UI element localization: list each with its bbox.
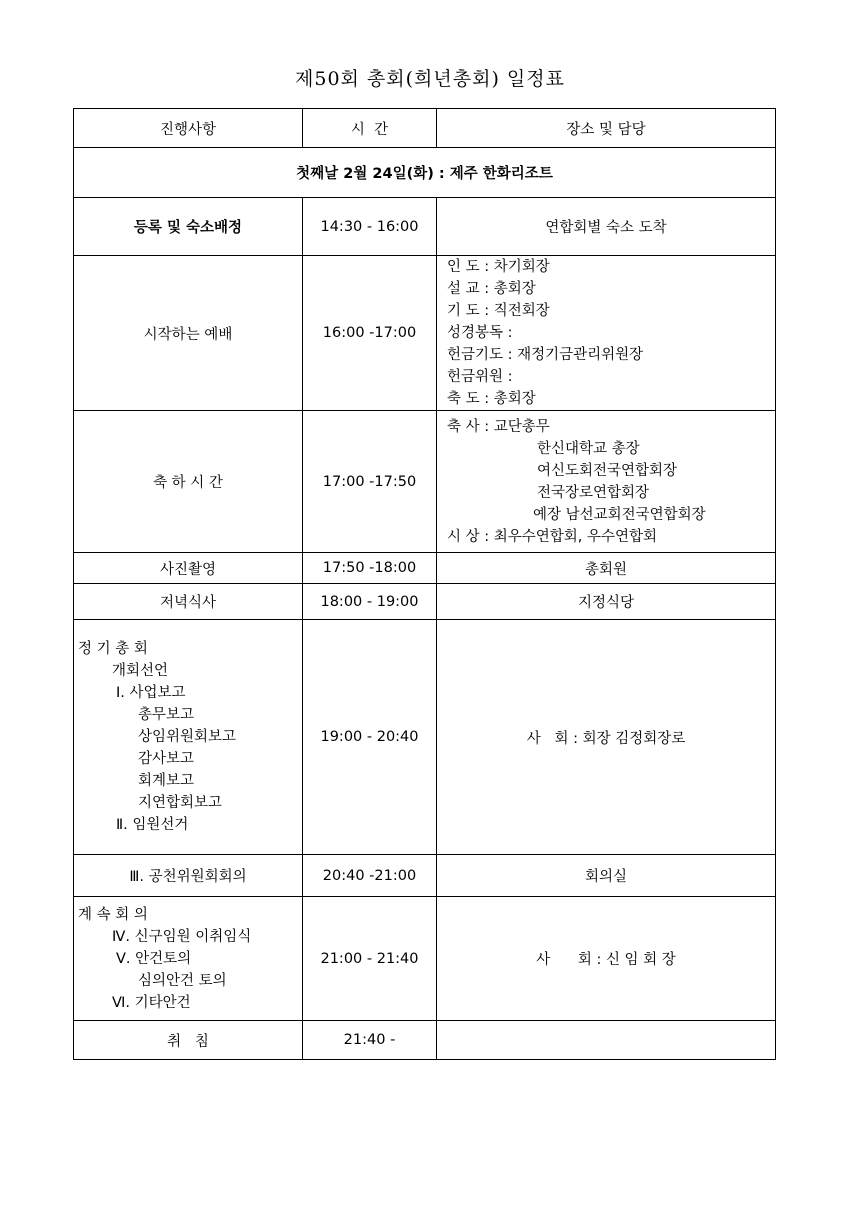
day-banner-row [74,148,776,198]
dinner-item: 저녁식사 [74,584,303,620]
bedtime-place [437,1021,776,1060]
photo-place: 총회원 [437,553,776,584]
assembly-place: 사 회 : 회장 김정회장로 [437,620,776,855]
photo-item: 사진촬영 [74,553,303,584]
header-place: 장소 및 담당 [437,109,776,148]
bedtime-item: 취 침 [74,1021,303,1060]
worship-role-line: 축 도 : 총회장 [447,391,536,407]
worship-role-line: 설 교 : 총회장 [447,281,536,297]
header-time: 시 간 [303,109,437,148]
continued-heading: 계 속 회 의 [78,906,148,923]
agenda-line: Ⅱ. 임원선거 [116,817,189,833]
celebration-line: 여신도회전국연합회장 [537,462,678,479]
celebration-line: 축 사 : 교단총무 [447,418,550,435]
worship-roles [437,256,776,411]
nomination-item: Ⅲ. 공천위원회회의 [74,855,303,897]
photo-time: 17:50 -18:00 [303,553,437,584]
table-row [74,620,776,855]
worship-role-line: 헌금기도 : 재정기금관리위원장 [447,347,644,363]
schedule-table [73,108,776,1060]
agenda-line: Ⅰ. 사업보고 [116,685,186,701]
celebration-time: 17:00 -17:50 [303,411,437,553]
worship-role-line: 성경봉독 : [447,325,513,341]
agenda-line: 회계보고 [138,773,195,789]
worship-item: 시작하는 예배 [74,256,303,411]
table-row [74,897,776,1021]
registration-place: 연합회별 숙소 도착 [437,198,776,256]
agenda-line: 지연합회보고 [138,795,223,811]
page-title: 제50회 총회(희년총회) 일정표 [295,68,565,90]
continued-place: 사 회 : 신 임 회 장 [437,897,776,1021]
worship-role-line: 기 도 : 직전회장 [447,303,550,319]
bedtime-time: 21:40 - [303,1021,437,1060]
dinner-time: 18:00 - 19:00 [303,584,437,620]
agenda-line: 감사보고 [138,751,195,767]
nomination-place: 회의실 [437,855,776,897]
worship-role-line: 인 도 : 차기회장 [447,259,550,275]
assembly-time: 19:00 - 20:40 [303,620,437,855]
celebration-item: 축 하 시 간 [74,411,303,553]
table-row [74,256,776,411]
celebration-roles [437,411,776,553]
header-item: 진행사항 [74,109,303,148]
agenda-line: 상임위원회보고 [138,729,237,745]
celebration-line: 시 상 : 최우수연합회, 우수연합회 [447,528,658,545]
header-row [74,109,776,148]
day-banner: 첫째날 2월 24일(화) : 제주 한화리조트 [74,148,776,198]
agenda-line: Ⅴ. 안건토의 [116,950,192,967]
registration-item: 등록 및 숙소배정 [74,198,303,256]
table-row [74,855,776,897]
table-row [74,411,776,553]
agenda-line: Ⅳ. 신구임원 이취임식 [112,928,252,945]
agenda-line: 심의안건 토의 [138,972,227,989]
worship-time: 16:00 -17:00 [303,256,437,411]
agenda-line: 총무보고 [138,707,195,723]
table-row [74,553,776,584]
celebration-line: 예장 남선교회전국연합회장 [533,506,706,523]
celebration-line: 전국장로연합회장 [537,484,650,501]
continued-agenda [74,897,303,1021]
agenda-line: Ⅵ. 기타안건 [112,994,191,1011]
nomination-time: 20:40 -21:00 [303,855,437,897]
table-row [74,584,776,620]
table-row [74,198,776,256]
assembly-agenda [74,620,303,855]
assembly-heading: 정 기 총 회 [78,641,148,657]
worship-role-line: 헌금위원 : [447,369,513,385]
agenda-line: 개회선언 [112,663,169,679]
table-row [74,1021,776,1060]
dinner-place: 지정식당 [437,584,776,620]
registration-time: 14:30 - 16:00 [303,198,437,256]
continued-time: 21:00 - 21:40 [303,897,437,1021]
celebration-line: 한신대학교 총장 [537,440,640,457]
